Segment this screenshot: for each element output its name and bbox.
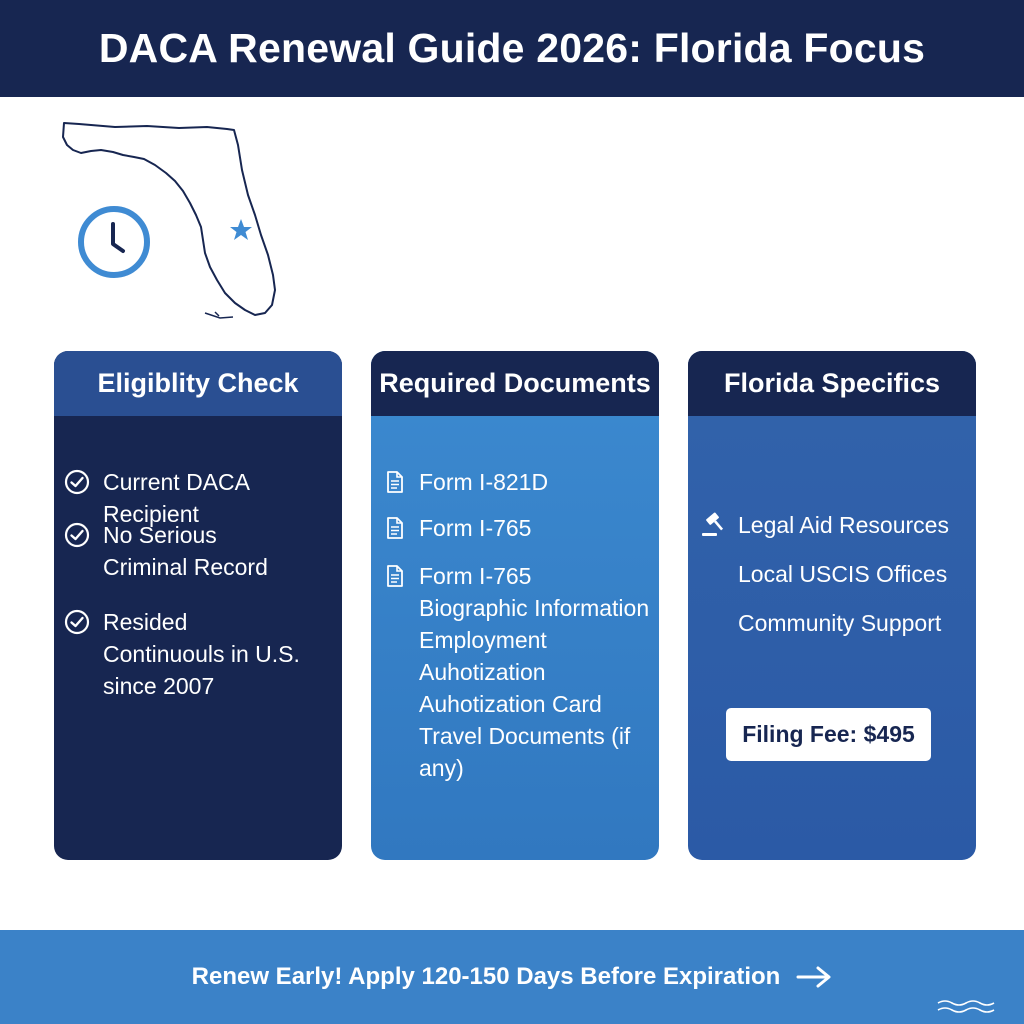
list-item-text: No Serious bbox=[103, 522, 217, 548]
list-item bbox=[64, 519, 268, 583]
card-title: Eligiblity Check bbox=[54, 351, 342, 416]
list-item-text: Local USCIS Offices bbox=[738, 561, 948, 587]
list-item-text: Auhotization Card bbox=[419, 691, 602, 717]
list-item-text: Form I-821D bbox=[419, 469, 549, 495]
list-item bbox=[64, 606, 300, 702]
check-circle-icon bbox=[64, 609, 90, 635]
list-item bbox=[385, 560, 659, 784]
wave-icon bbox=[936, 998, 996, 1016]
list-item bbox=[738, 558, 947, 590]
list-item-text: Biographic Information bbox=[419, 595, 650, 621]
document-icon bbox=[385, 470, 405, 494]
list-item-text: since 2007 bbox=[103, 673, 215, 699]
clock-icon bbox=[77, 205, 151, 279]
list-item bbox=[700, 509, 949, 541]
check-circle-icon bbox=[64, 469, 90, 495]
document-icon bbox=[385, 564, 405, 588]
list-item-text: Criminal Record bbox=[103, 554, 268, 580]
required-documents-card bbox=[371, 351, 659, 860]
page-title: DACA Renewal Guide 2026: Florida Focus bbox=[98, 25, 926, 71]
list-item-text: Employment Auhotization bbox=[419, 627, 547, 685]
arrow-right-icon bbox=[796, 966, 832, 988]
document-icon bbox=[385, 516, 405, 540]
filing-fee-badge: Filing Fee: $495 bbox=[726, 708, 931, 761]
check-circle-icon bbox=[64, 522, 90, 548]
list-item bbox=[738, 607, 941, 639]
eligibility-card bbox=[54, 351, 342, 860]
list-item-text: Community Support bbox=[738, 610, 942, 636]
list-item bbox=[385, 466, 548, 498]
florida-specifics-card bbox=[688, 351, 976, 860]
star-icon bbox=[229, 218, 253, 242]
card-title: Florida Specifics bbox=[688, 351, 976, 416]
list-item bbox=[385, 512, 531, 544]
list-item-text: Continuouls in U.S. bbox=[103, 641, 300, 667]
list-item-text: Current DACA Recipient bbox=[103, 469, 249, 527]
header-bar bbox=[0, 0, 1024, 97]
list-item-text: Form I-765 bbox=[419, 563, 532, 589]
card-title: Required Documents bbox=[371, 351, 659, 416]
gavel-icon bbox=[700, 512, 728, 538]
list-item-text: Resided bbox=[103, 609, 188, 635]
footer-banner-text: Renew Early! Apply 120-150 Days Before Expiration bbox=[191, 963, 781, 990]
list-item-text: Form I-765 bbox=[419, 515, 532, 541]
list-item-text: Travel Documents (if any) bbox=[419, 723, 631, 781]
list-item-text: Legal Aid Resources bbox=[738, 512, 949, 538]
footer-banner bbox=[0, 930, 1024, 1024]
